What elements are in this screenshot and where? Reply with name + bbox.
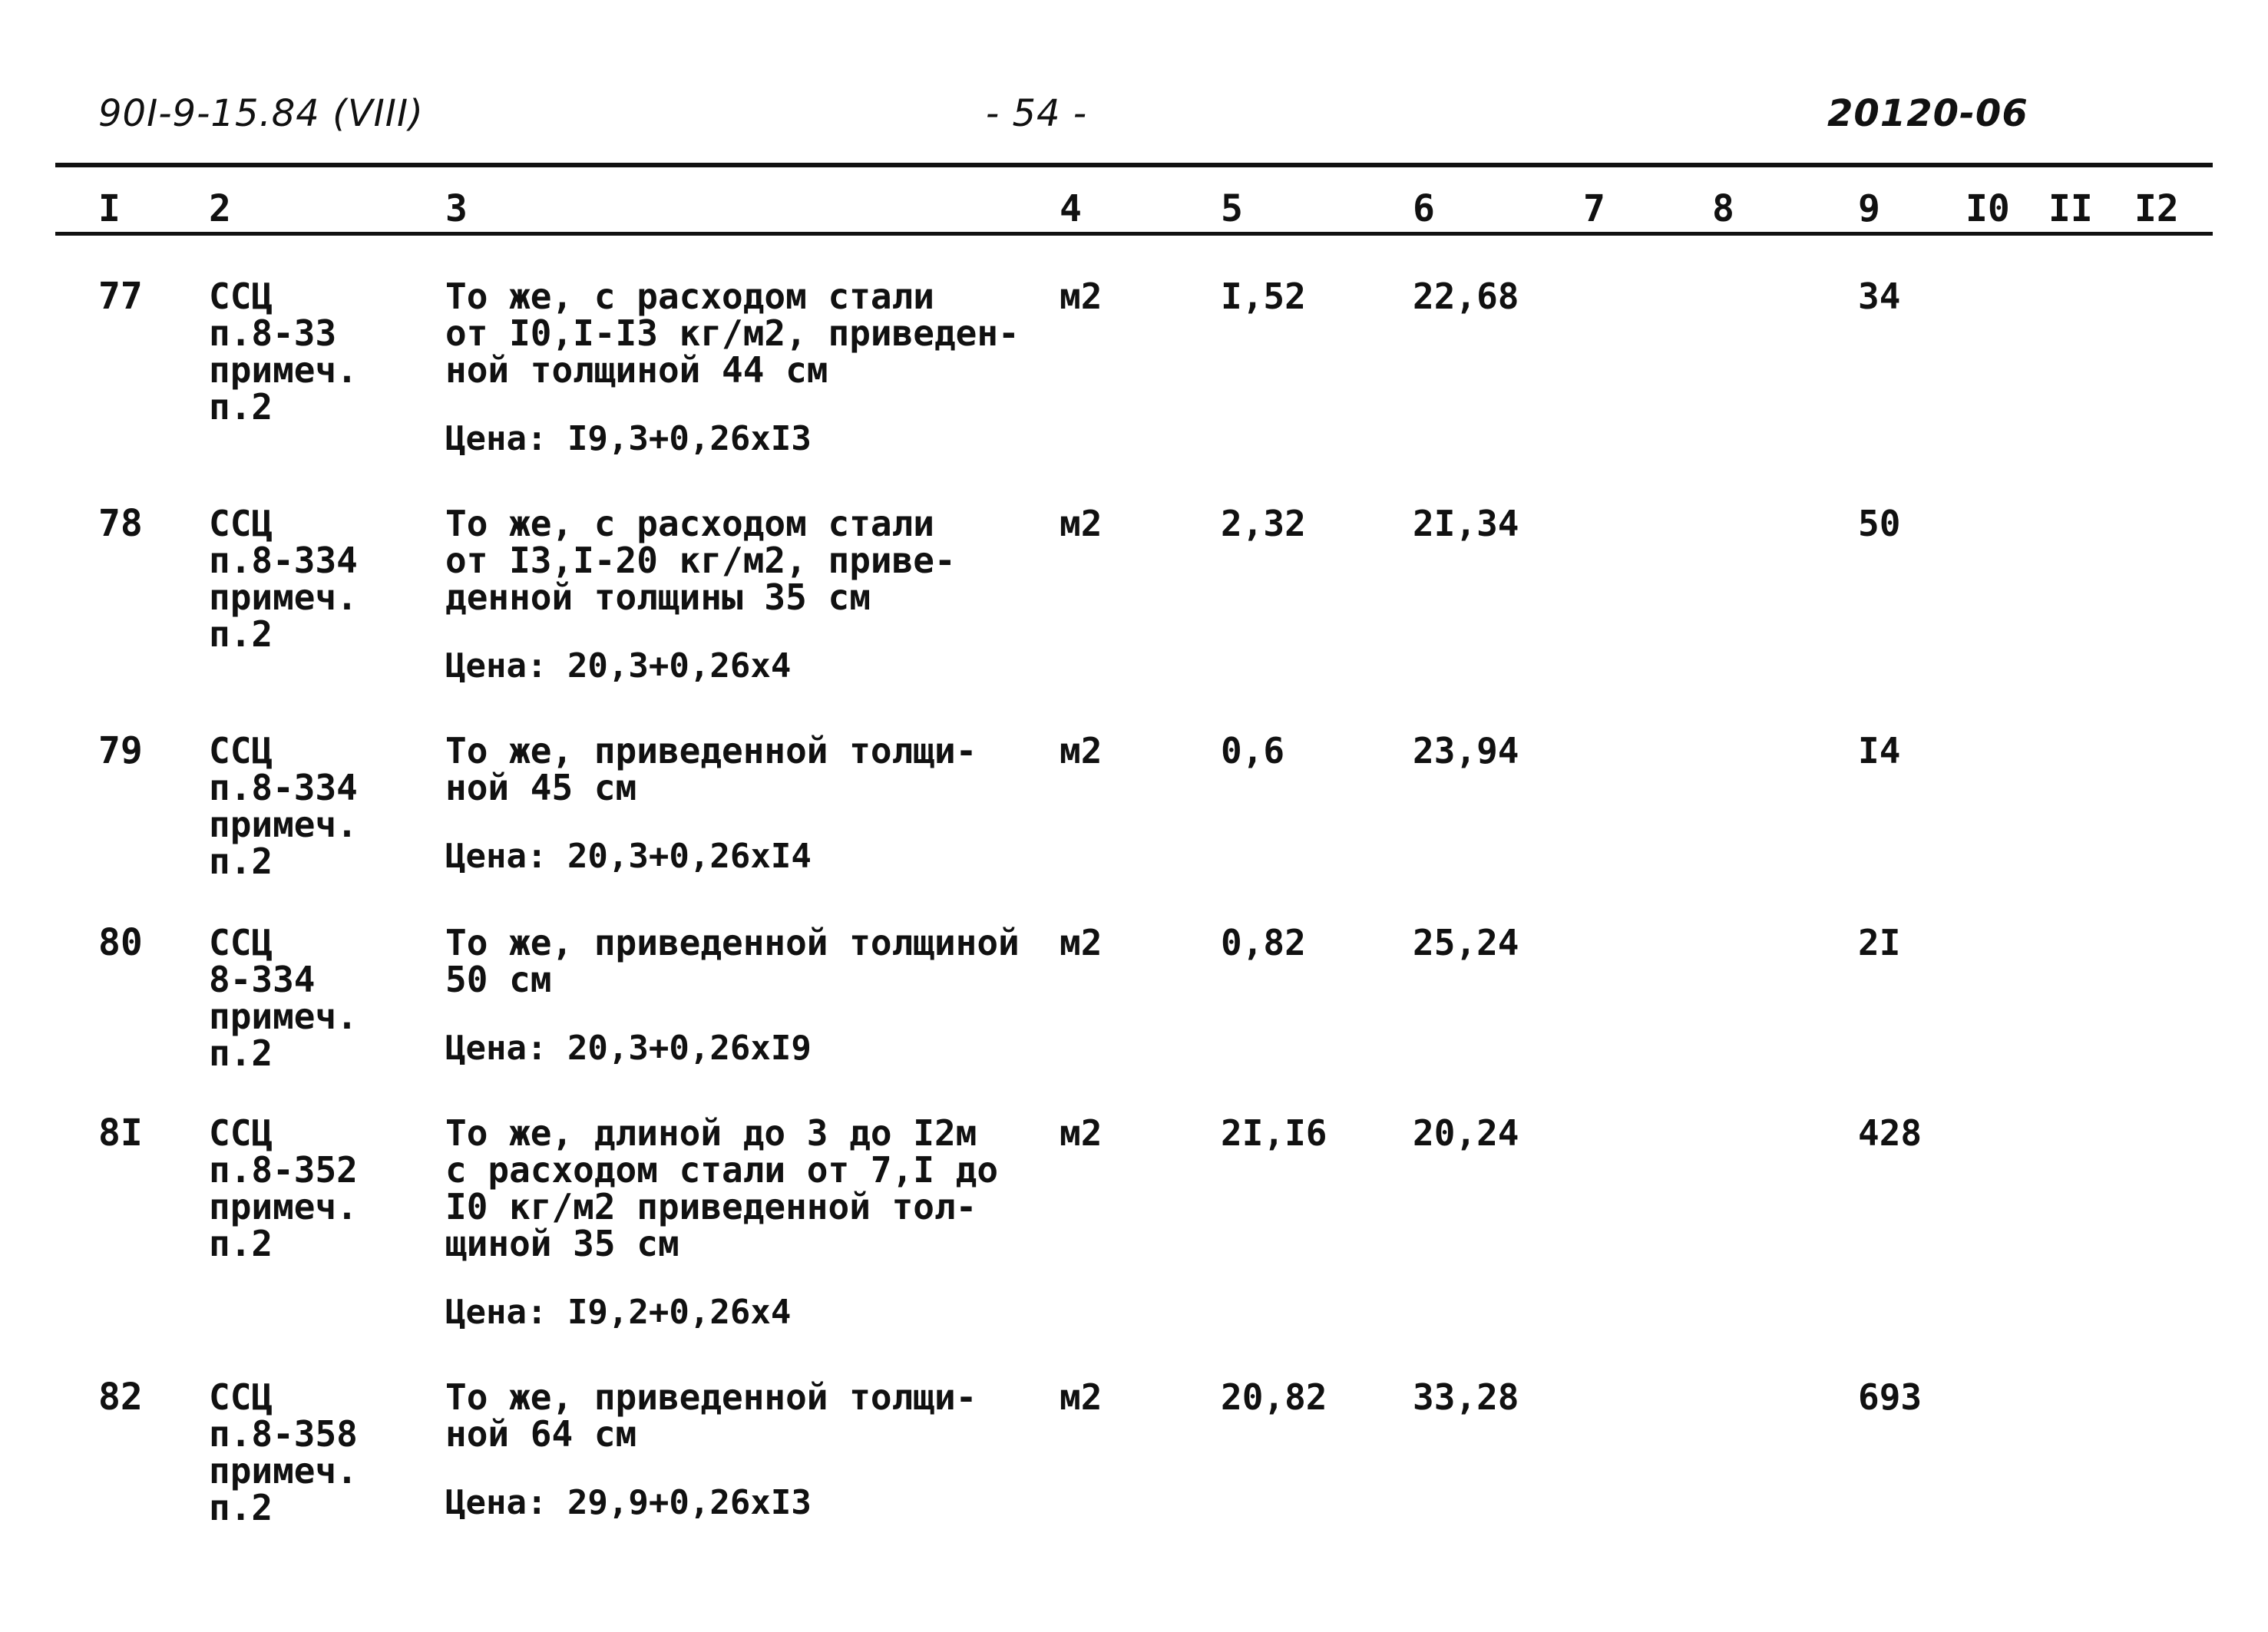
description: То же, с расходом стали от I0,I-I3 кг/м2, приведен- ной толщиной 44 см Цена: I9,3+0,26xI3 — [445, 276, 1020, 458]
unit: м2 — [1060, 730, 1103, 771]
total: 2I — [1858, 922, 1901, 963]
price-formula: Цена: 29,9+0,26xI3 — [445, 1483, 812, 1522]
total: 34 — [1858, 276, 1901, 317]
document-code: 90I-9-15.84 (VIII) — [98, 92, 424, 135]
reference: ССЦ п.8-334 примеч. п.2 — [209, 503, 358, 655]
column-header: 5 — [1221, 187, 1243, 230]
description: То же, с расходом стали от I3,I-20 кг/м2, приве- денной толщины 35 см Цена: 20,3+0,26x4 — [445, 503, 956, 686]
unit-price: 33,28 — [1413, 1376, 1519, 1418]
column-header: 3 — [445, 187, 468, 230]
page-number: - 54 - — [985, 92, 1088, 135]
header-rule-top — [55, 163, 2213, 167]
unit-price: 2I,34 — [1413, 503, 1519, 544]
price-formula: Цена: 20,3+0,26xI4 — [445, 837, 812, 876]
total: 50 — [1858, 503, 1901, 544]
reference: ССЦ 8-334 примеч. п.2 — [209, 922, 358, 1074]
column-header: I0 — [1965, 187, 2010, 230]
unit-price: 25,24 — [1413, 922, 1519, 963]
row-number: 78 — [98, 502, 143, 545]
quantity: 0,6 — [1221, 730, 1285, 771]
row-number: 79 — [98, 729, 143, 772]
quantity: 20,82 — [1221, 1376, 1327, 1418]
description: То же, приведенной толщи- ной 45 см Цена: 20,3+0,26xI4 — [445, 730, 977, 876]
price-formula: Цена: 20,3+0,26x4 — [445, 646, 792, 686]
description: То же, приведенной толщи- ной 64 см Цена: 29,9+0,26xI3 — [445, 1376, 977, 1522]
unit: м2 — [1060, 922, 1103, 963]
reference: ССЦ п.8-334 примеч. п.2 — [209, 730, 358, 882]
unit: м2 — [1060, 1112, 1103, 1154]
reference: ССЦ п.8-358 примеч. п.2 — [209, 1376, 358, 1528]
description: То же, приведенной толщиной 50 см Цена: 20,3+0,26xI9 — [445, 922, 1020, 1068]
column-header: II — [2048, 187, 2093, 230]
column-header: 4 — [1060, 187, 1082, 230]
price-formula: Цена: I9,3+0,26xI3 — [445, 419, 812, 458]
quantity: 2I,I6 — [1221, 1112, 1327, 1154]
unit-price: 23,94 — [1413, 730, 1519, 771]
unit-price: 20,24 — [1413, 1112, 1519, 1154]
column-header: I — [98, 187, 121, 230]
column-header: I2 — [2134, 187, 2179, 230]
column-header: 2 — [209, 187, 231, 230]
column-header: 9 — [1858, 187, 1880, 230]
description: То же, длиной до 3 до I2м с расходом стали от 7,I до I0 кг/м2 приведенной тол- щиной 35 см Цена: I9,2+0,26x4 — [445, 1112, 999, 1332]
price-formula: Цена: I9,2+0,26x4 — [445, 1293, 792, 1332]
column-header: 8 — [1712, 187, 1734, 230]
reference: ССЦ п.8-352 примеч. п.2 — [209, 1112, 358, 1264]
quantity: 2,32 — [1221, 503, 1306, 544]
unit: м2 — [1060, 503, 1103, 544]
unit-price: 22,68 — [1413, 276, 1519, 317]
column-header: 7 — [1583, 187, 1605, 230]
reference: ССЦ п.8-33 примеч. п.2 — [209, 276, 358, 428]
row-number: 82 — [98, 1376, 143, 1419]
total: I4 — [1858, 730, 1901, 771]
unit: м2 — [1060, 1376, 1103, 1418]
price-formula: Цена: 20,3+0,26xI9 — [445, 1029, 812, 1068]
row-number: 80 — [98, 921, 143, 964]
row-number: 77 — [98, 275, 143, 318]
header-rule-bottom — [55, 232, 2213, 236]
total: 693 — [1858, 1376, 1923, 1418]
quantity: I,52 — [1221, 276, 1306, 317]
row-number: 8I — [98, 1112, 143, 1155]
quantity: 0,82 — [1221, 922, 1306, 963]
sheet-code: 20120-06 — [1827, 92, 2028, 135]
total: 428 — [1858, 1112, 1923, 1154]
unit: м2 — [1060, 276, 1103, 317]
column-header: 6 — [1413, 187, 1435, 230]
